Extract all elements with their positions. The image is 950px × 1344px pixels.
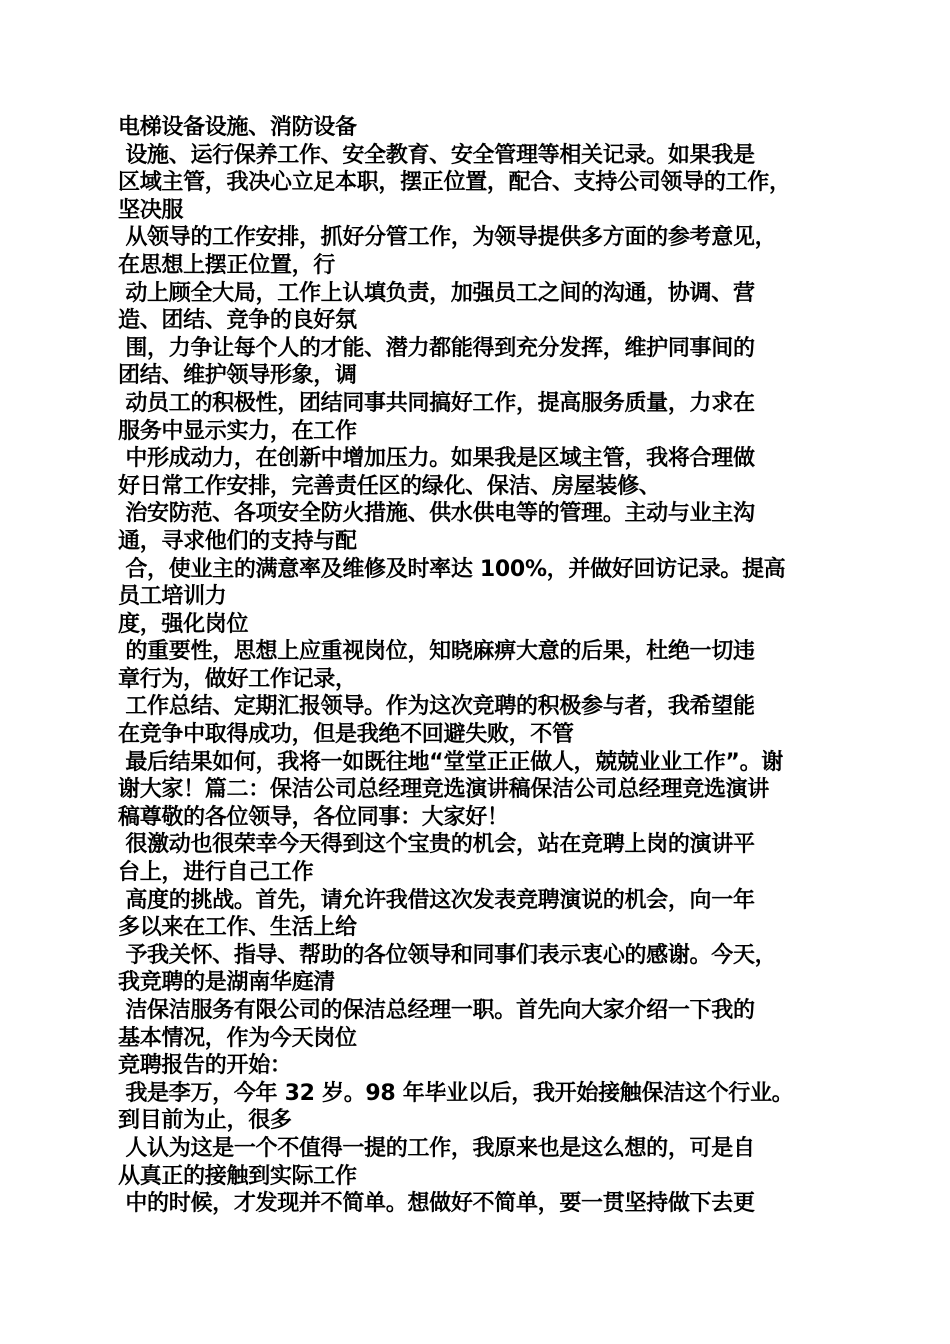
text-line: 围，力争让每个人的才能、潜力都能得到充分发挥，维护同事间的 xyxy=(118,335,755,361)
text-line: 合，使业主的满意率及维修及时率达 100%，并做好回访记录。提高 xyxy=(118,556,786,582)
text-line: 好日常工作安排，完善责任区的绿化、保洁、房屋装修、 xyxy=(118,473,661,499)
text-line: 员工培训力 xyxy=(118,584,227,610)
text-line: 区域主管，我决心立足本职，摆正位置，配合、支持公司领导的工作， xyxy=(118,170,791,196)
text-line: 治安防范、各项安全防火措施、供水供电等的管理。主动与业主沟 xyxy=(118,501,755,527)
text-line: 坚决服 xyxy=(118,197,184,223)
text-line: 人认为这是一个不值得一提的工作，我原来也是这么想的，可是自 xyxy=(118,1135,755,1161)
text-line: 稿尊敬的各位领导，各位同事：大家好！ xyxy=(118,804,509,830)
text-line: 动员工的积极性，团结同事共同搞好工作，提高服务质量，力求在 xyxy=(118,390,755,416)
text-line: 予我关怀、指导、帮助的各位领导和同事们表示衷心的感谢。今天， xyxy=(118,942,777,968)
text-line: 动上顾全大局，工作上认填负责，加强员工之间的沟通，协调、营 xyxy=(118,280,755,306)
text-line: 设施、运行保养工作、安全教育、安全管理等相关记录。如果我是 xyxy=(118,142,755,168)
text-line: 中形成动力，在创新中增加压力。如果我是区域主管，我将合理做 xyxy=(118,446,755,472)
text-line: 章行为，做好工作记录， xyxy=(118,666,357,692)
text-line: 从领导的工作安排，抓好分管工作，为领导提供多方面的参考意见， xyxy=(118,225,777,251)
text-line: 多以来在工作、生活上给 xyxy=(118,915,357,941)
text-line: 竞聘报告的开始： xyxy=(118,1053,292,1079)
text-line: 造、团结、竞争的良好氛 xyxy=(118,308,357,334)
text-line: 度，强化岗位 xyxy=(118,611,249,637)
text-line: 的重要性，思想上应重视岗位，知晓麻痹大意的后果，杜绝一切违 xyxy=(118,639,755,665)
text-line: 通，寻求他们的支持与配 xyxy=(118,528,357,554)
text-line: 基本情况，作为今天岗位 xyxy=(118,1025,357,1051)
text-line: 工作总结、定期汇报领导。作为这次竞聘的积极参与者，我希望能 xyxy=(118,694,755,720)
text-line: 高度的挑战。首先，请允许我借这次发表竞聘演说的机会，向一年 xyxy=(118,887,755,913)
text-line: 服务中显示实力，在工作 xyxy=(118,418,357,444)
document-body xyxy=(118,114,843,1218)
text-line: 台上，进行自己工作 xyxy=(118,860,314,886)
text-line: 在竞争中取得成功，但是我绝不回避失败，不管 xyxy=(118,722,574,748)
text-line: 到目前为止，很多 xyxy=(118,1108,292,1134)
text-line: 团结、维护领导形象，调 xyxy=(118,363,357,389)
text-line: 谢大家！篇二：保洁公司总经理竞选演讲稿保洁公司总经理竞选演讲 xyxy=(118,777,770,803)
text-line: 我是李万，今年 32 岁。98 年毕业以后，我开始接触保洁这个行业。 xyxy=(118,1080,794,1106)
text-line: 我竞聘的是湖南华庭清 xyxy=(118,970,336,996)
text-line: 很激动也很荣幸今天得到这个宝贵的机会，站在竞聘上岗的演讲平 xyxy=(118,832,755,858)
text-line: 在思想上摆正位置，行 xyxy=(118,252,336,278)
text-line: 电梯设备设施、消防设备 xyxy=(118,115,357,140)
text-line: 最后结果如何，我将一如既往地“堂堂正正做人，兢兢业业工作”。谢 xyxy=(118,749,783,775)
text-line: 从真正的接触到实际工作 xyxy=(118,1163,357,1189)
text-line: 中的时候，才发现并不简单。想做好不简单，要一贯坚持做下去更 xyxy=(118,1191,755,1217)
text-line: 洁保洁服务有限公司的保洁总经理一职。首先向大家介绍一下我的 xyxy=(118,998,755,1023)
